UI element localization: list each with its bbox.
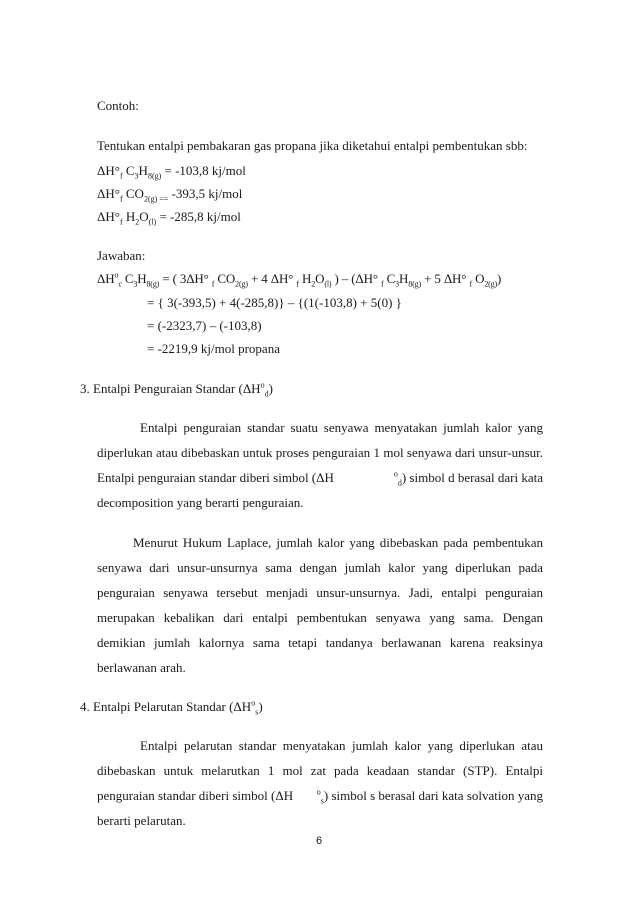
section-3-para-1-line-2: diperlukan atau dibebaskan untuk proses penguraian 1 mol senyawa dari unsur-unsur. [97,445,543,460]
answer-step-1: = { 3(-393,5) + 4(-285,8)} – {(1(-103,8) + 5(0) } [147,295,402,310]
answer-equation: $\Delta H^o_c$ $C_3H_{8(g)}$ = ( 3ΔH° $_f$ $CO_{2(g)} + 4$ ΔH° $_f$ $H_2O_{(l)}$ ) – (ΔH° $_f$ $C_3H_{8(g)} + 5$ ΔH° $_f$ $O_{2(g)}$) [97,270,502,289]
page-number: 6 [315,835,323,847]
section-3-para-2-line-6: berlawanan arah. [97,660,186,675]
given-propane: $\Delta H^\circ_f$ $C_3H_{8(g)} = -103,8$ kj/mol [97,163,246,181]
section-4-para-line-3: penguraian standar diberi simbol (ΔH $^o_s$) simbol s berasal dari kata solvation yang [97,787,543,806]
section-3-para-2-line-1: Menurut Hukum Laplace, jumlah kalor yang dibebaskan pada pembentukan [133,535,543,550]
section-4-title: 4. Entalpi Pelarutan Standar $(\Delta H^o_s)$ [80,698,263,717]
section-4-para-line-1: Entalpi pelarutan standar menyatakan jumlah kalor yang diperlukan atau [140,738,543,753]
section-3-para-2-line-5: demikian jumlah kalornya sama tetapi tandanya berlawanan karena reaksinya [97,635,543,650]
section-3-para-1-line-1: Entalpi penguraian standar suatu senyawa menyatakan jumlah kalor yang [140,420,543,435]
section-3-para-1-line-4: decomposition yang berarti penguraian. [97,495,304,510]
answer-heading: Jawaban: [97,248,146,263]
answer-step-2: = (-2323,7) – (-103,8) [147,318,262,333]
section-3-para-2-line-2: senyawa dari unsur-unsurnya sama dengan jumlah kalor yang diperlukan pada [97,560,543,575]
answer-step-3: = -2219,9 kj/mol propana [147,341,280,356]
section-3-para-2-line-3: penguraian senyawa tersebut menjadi unsur-unsurnya. Jadi, entalpi penguraian [97,585,543,600]
example-heading: Contoh: [97,98,139,113]
given-co2: $\Delta H^\circ_f$ $CO_{2(g) ==}$ -393,5 kj/mol [97,186,243,204]
section-3-para-1-line-3: Entalpi penguraian standar diberi simbol (ΔH $^o_d$) simbol d berasal dari kata [97,469,543,488]
section-4-para-line-2: dibebaskan untuk melarutkan 1 mol zat pada keadaan standar (STP). Entalpi [97,763,543,778]
given-h2o: $\Delta H^\circ_f$ $H_2O_{(l)} = -285,8$ kj/mol [97,209,241,227]
section-3-para-2-line-4: merupakan kebalikan dari entalpi pembentukan senyawa yang sama. Dengan [97,610,543,625]
section-4-para-line-4: berarti pelarutan. [97,813,186,828]
example-question: Tentukan entalpi pembakaran gas propana jika diketahui entalpi pembentukan sbb: [97,138,528,153]
section-3-title: 3. Entalpi Penguraian Standar $(\Delta H^o_d)$ [80,380,273,399]
